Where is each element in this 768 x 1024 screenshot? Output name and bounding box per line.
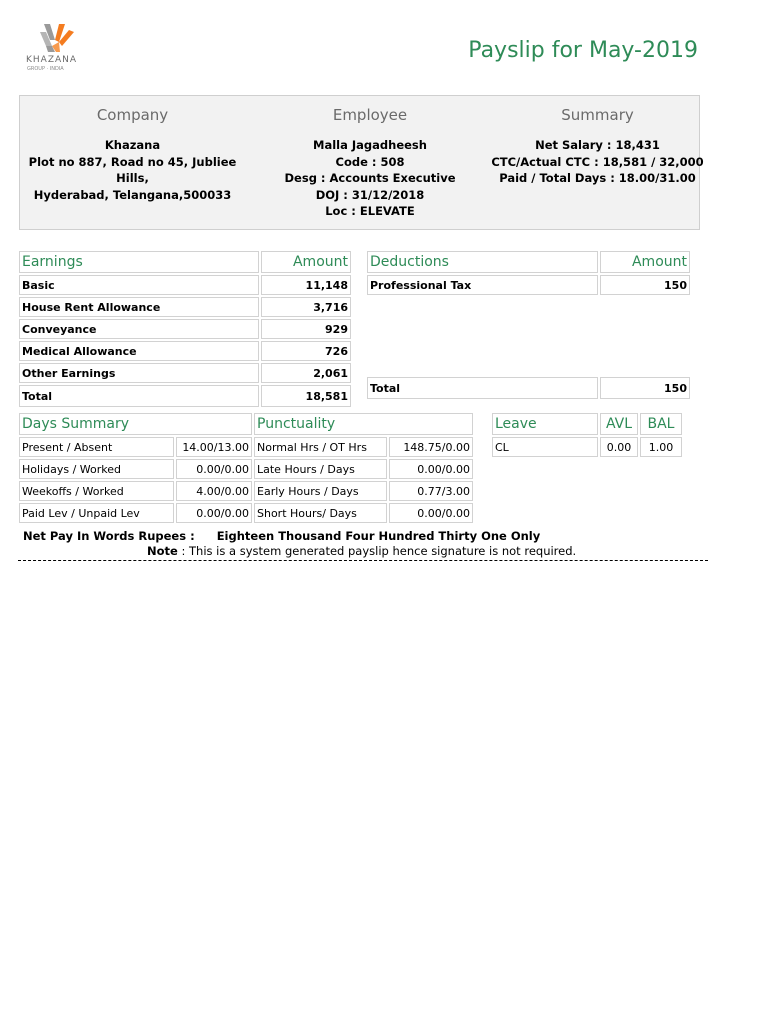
note-label: Note (147, 544, 178, 558)
earning-label: Conveyance (19, 319, 259, 339)
earnings-total-row (19, 385, 351, 407)
earnings-table (17, 249, 353, 409)
employee-doj: DOJ : 31/12/2018 (315, 187, 425, 202)
leave-avl-heading: AVL (600, 413, 638, 435)
deductions-table (365, 249, 692, 401)
employee-name: Malla Jagadheesh (313, 138, 427, 152)
days-punctuality-table (17, 411, 475, 525)
logo-subtext: GROUP · INDIA (27, 66, 64, 72)
net-pay-in-words (23, 529, 540, 543)
deductions-total-label: Total (367, 377, 598, 399)
punctuality-label: Normal Hrs / OT Hrs (254, 437, 387, 457)
employee-code: Code : 508 (335, 154, 405, 169)
days-value: 14.00/13.00 (176, 437, 252, 457)
earning-label: House Rent Allowance (19, 297, 259, 317)
punctuality-label: Early Hours / Days (254, 481, 387, 501)
days-summary-heading: Days Summary (19, 413, 252, 435)
punctuality-value: 0.00/0.00 (389, 503, 473, 523)
company-logo (22, 22, 92, 72)
leave-bal-heading: BAL (640, 413, 682, 435)
deduction-label: Professional Tax (367, 275, 598, 295)
earning-label: Medical Allowance (19, 341, 259, 361)
table-row (19, 275, 351, 295)
employee-heading: Employee (332, 106, 408, 124)
company-heading: Company (96, 106, 169, 124)
earning-amount: 929 (261, 319, 351, 339)
punctuality-heading: Punctuality (254, 413, 473, 435)
deductions-total-row (367, 377, 690, 399)
ctc: CTC/Actual CTC : 18,581 / 32,000 (491, 154, 704, 169)
table-row (492, 437, 682, 457)
table-row (19, 363, 351, 383)
system-note (147, 544, 576, 558)
table-row (19, 437, 473, 457)
table-row (19, 297, 351, 317)
days-value: 0.00/0.00 (176, 503, 252, 523)
summary-heading: Summary (561, 106, 634, 124)
cut-line-divider (18, 560, 708, 561)
days-label: Present / Absent (19, 437, 174, 457)
table-row (19, 481, 473, 501)
earning-amount: 11,148 (261, 275, 351, 295)
company-column (20, 96, 245, 203)
leave-table (490, 411, 684, 459)
table-row (19, 459, 473, 479)
punctuality-value: 0.77/3.00 (389, 481, 473, 501)
days-value: 4.00/0.00 (176, 481, 252, 501)
earning-label: Other Earnings (19, 363, 259, 383)
header-info-box (19, 95, 704, 230)
leave-avl: 0.00 (600, 437, 638, 457)
deductions-amount-heading: Amount (600, 251, 690, 273)
logo-text: KHAZANA (26, 55, 78, 65)
table-row (367, 275, 690, 295)
khazana-logo-icon (22, 22, 92, 72)
punctuality-value: 148.75/0.00 (389, 437, 473, 457)
earning-amount: 2,061 (261, 363, 351, 383)
summary-column (490, 96, 705, 187)
days-label: Paid Lev / Unpaid Lev (19, 503, 174, 523)
earning-label: Basic (19, 275, 259, 295)
company-address-line-1: Plot no 887, Road no 45, Jubliee Hills, (28, 154, 237, 185)
company-name: Khazana (104, 138, 161, 152)
deductions-total-amount: 150 (600, 377, 690, 399)
net-salary: Net Salary : 18,431 (535, 138, 660, 152)
punctuality-value: 0.00/0.00 (389, 459, 473, 479)
net-pay-label: Net Pay In Words Rupees : (23, 529, 195, 543)
paid-days: Paid / Total Days : 18.00/31.00 (499, 171, 696, 185)
table-row (19, 319, 351, 339)
leave-bal: 1.00 (640, 437, 682, 457)
net-pay-value: Eighteen Thousand Four Hundred Thirty One Only (216, 529, 541, 543)
punctuality-label: Late Hours / Days (254, 459, 387, 479)
leave-heading: Leave (492, 413, 598, 435)
earnings-total-amount: 18,581 (261, 385, 351, 407)
table-row (19, 503, 473, 523)
employee-location: Loc : ELEVATE (325, 204, 415, 218)
days-label: Holidays / Worked (19, 459, 174, 479)
deduction-amount: 150 (600, 275, 690, 295)
note-text: : This is a system generated payslip hence signature is not required. (177, 544, 577, 558)
table-row (19, 341, 351, 361)
earning-amount: 3,716 (261, 297, 351, 317)
deductions-heading: Deductions (367, 251, 598, 273)
days-label: Weekoffs / Worked (19, 481, 174, 501)
employee-column (270, 96, 470, 220)
earnings-amount-heading: Amount (261, 251, 351, 273)
company-address-line-2: Hyderabad, Telangana,500033 (33, 187, 232, 202)
page-title: Payslip for May-2019 (468, 38, 698, 63)
punctuality-label: Short Hours/ Days (254, 503, 387, 523)
days-value: 0.00/0.00 (176, 459, 252, 479)
leave-type: CL (492, 437, 598, 457)
earning-amount: 726 (261, 341, 351, 361)
earnings-heading: Earnings (19, 251, 259, 273)
employee-designation: Desg : Accounts Executive (284, 171, 456, 185)
earnings-total-label: Total (19, 385, 259, 407)
